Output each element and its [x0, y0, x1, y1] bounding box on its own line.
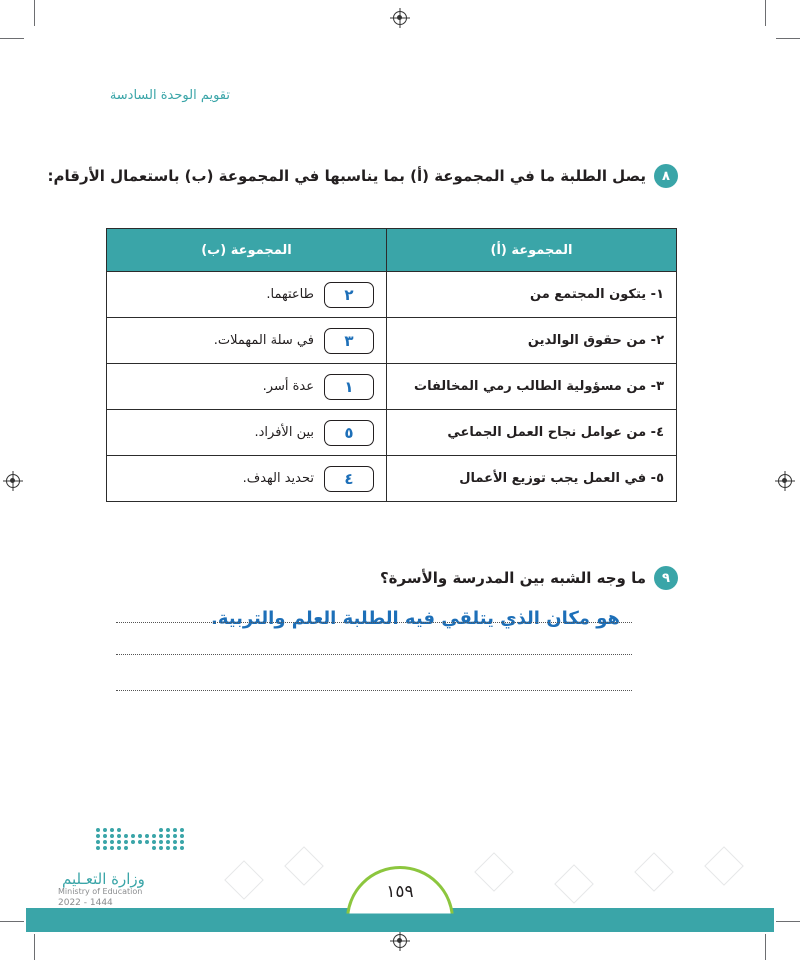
logo-dot: [124, 834, 128, 838]
logo-dot: [145, 840, 149, 844]
answer-box[interactable]: ٥: [324, 420, 374, 446]
logo-dot: [180, 834, 184, 838]
crop-mark: [765, 934, 766, 960]
registration-mark-icon: [6, 474, 20, 488]
table-row: [107, 272, 677, 318]
decorative-diamond: [284, 846, 324, 886]
logo-dot: [152, 846, 156, 850]
logo-dot: [117, 840, 121, 844]
group-b-item: طاعتهما.: [266, 287, 314, 302]
logo-dot: [110, 834, 114, 838]
logo-dot: [117, 834, 121, 838]
group-b-cell: [107, 410, 387, 456]
logo-dot: [103, 840, 107, 844]
group-a-item: ٢- من حقوق الوالدين: [387, 318, 677, 364]
decorative-diamond: [704, 846, 744, 886]
logo-dot: [131, 834, 135, 838]
logo-dot: [110, 846, 114, 850]
group-b-cell: [107, 318, 387, 364]
logo-dot: [159, 846, 163, 850]
logo-dot: [138, 834, 142, 838]
handwritten-answer[interactable]: هو مكان الذي يتلقي فيه الطلبة العلم والتربية.: [210, 608, 620, 629]
crop-mark: [34, 0, 35, 26]
answer-line: [116, 622, 632, 623]
logo-dot: [173, 840, 177, 844]
answer-line: [116, 654, 632, 655]
unit-title: تقويم الوحدة السادسة: [109, 88, 230, 103]
ministry-name-arabic: وزارة التعـليم: [62, 870, 145, 888]
logo-dot: [96, 828, 100, 832]
logo-dot: [96, 840, 100, 844]
crop-mark: [765, 0, 766, 26]
logo-dot: [173, 828, 177, 832]
logo-dot: [110, 828, 114, 832]
table-row: [107, 318, 677, 364]
logo-dot: [103, 846, 107, 850]
logo-dot: [180, 828, 184, 832]
crop-mark: [776, 38, 800, 39]
ministry-name-english: Ministry of Education: [58, 887, 143, 896]
ministry-logo-icon: [96, 828, 186, 854]
group-b-item: بين الأفراد.: [254, 425, 314, 440]
logo-dot: [145, 834, 149, 838]
group-b-cell: [107, 456, 387, 502]
logo-dot: [180, 846, 184, 850]
question-text: يصل الطلبة ما في المجموعة (أ) بما يناسبها في المجموعة (ب) باستعمال الأرقام:: [47, 167, 646, 185]
group-a-item: ٥- في العمل يجب توزيع الأعمال: [387, 456, 677, 502]
logo-dot: [152, 834, 156, 838]
group-b-item: في سلة المهملات.: [213, 333, 314, 348]
header-group-b: المجموعة (ب): [107, 229, 387, 272]
registration-mark-icon: [393, 11, 407, 25]
logo-dot: [166, 840, 170, 844]
edition-year: 2022 - 1444: [58, 898, 113, 908]
matching-table: [106, 228, 677, 502]
group-a-item: ١- يتكون المجتمع من: [387, 272, 677, 318]
question-number-badge: ٩: [654, 566, 678, 590]
answer-line: [116, 690, 632, 691]
crop-mark: [0, 38, 24, 39]
answer-box[interactable]: ١: [324, 374, 374, 400]
logo-dot: [159, 828, 163, 832]
question-8: [48, 164, 678, 188]
question-text: ما وجه الشبه بين المدرسة والأسرة؟: [379, 569, 646, 587]
logo-dot: [96, 846, 100, 850]
logo-dot: [96, 834, 100, 838]
logo-dot: [180, 840, 184, 844]
question-number-badge: ٨: [654, 164, 678, 188]
decorative-diamond: [554, 864, 594, 904]
registration-mark-icon: [393, 934, 407, 948]
logo-dot: [110, 840, 114, 844]
answer-box[interactable]: ٣: [324, 328, 374, 354]
logo-dot: [103, 828, 107, 832]
logo-dot: [131, 840, 135, 844]
group-b-cell: [107, 272, 387, 318]
logo-dot: [103, 834, 107, 838]
group-b-cell: [107, 364, 387, 410]
decorative-diamond: [634, 852, 674, 892]
logo-dot: [124, 840, 128, 844]
table-row: [107, 364, 677, 410]
decorative-diamond: [474, 852, 514, 892]
registration-mark-icon: [778, 474, 792, 488]
logo-dot: [159, 834, 163, 838]
logo-dot: [173, 846, 177, 850]
decorative-diamond: [224, 860, 264, 900]
crop-mark: [34, 934, 35, 960]
table-row: [107, 456, 677, 502]
logo-dot: [173, 834, 177, 838]
logo-dot: [166, 846, 170, 850]
group-b-item: تحديد الهدف.: [242, 471, 314, 486]
page-number: ١٥٩: [386, 882, 414, 902]
logo-dot: [117, 846, 121, 850]
table-row: [107, 410, 677, 456]
group-a-item: ٣- من مسؤولية الطالب رمي المخالفات: [387, 364, 677, 410]
group-b-item: عدة أسر.: [262, 379, 314, 394]
logo-dot: [138, 840, 142, 844]
group-a-item: ٤- من عوامل نجاح العمل الجماعي: [387, 410, 677, 456]
logo-dot: [117, 828, 121, 832]
answer-box[interactable]: ٢: [324, 282, 374, 308]
logo-dot: [124, 846, 128, 850]
logo-dot: [152, 840, 156, 844]
logo-dot: [166, 834, 170, 838]
logo-dot: [166, 828, 170, 832]
crop-mark: [776, 921, 800, 922]
header-group-a: المجموعة (أ): [387, 229, 677, 272]
logo-dot: [159, 840, 163, 844]
answer-box[interactable]: ٤: [324, 466, 374, 492]
crop-mark: [0, 921, 24, 922]
question-9: [380, 566, 678, 590]
